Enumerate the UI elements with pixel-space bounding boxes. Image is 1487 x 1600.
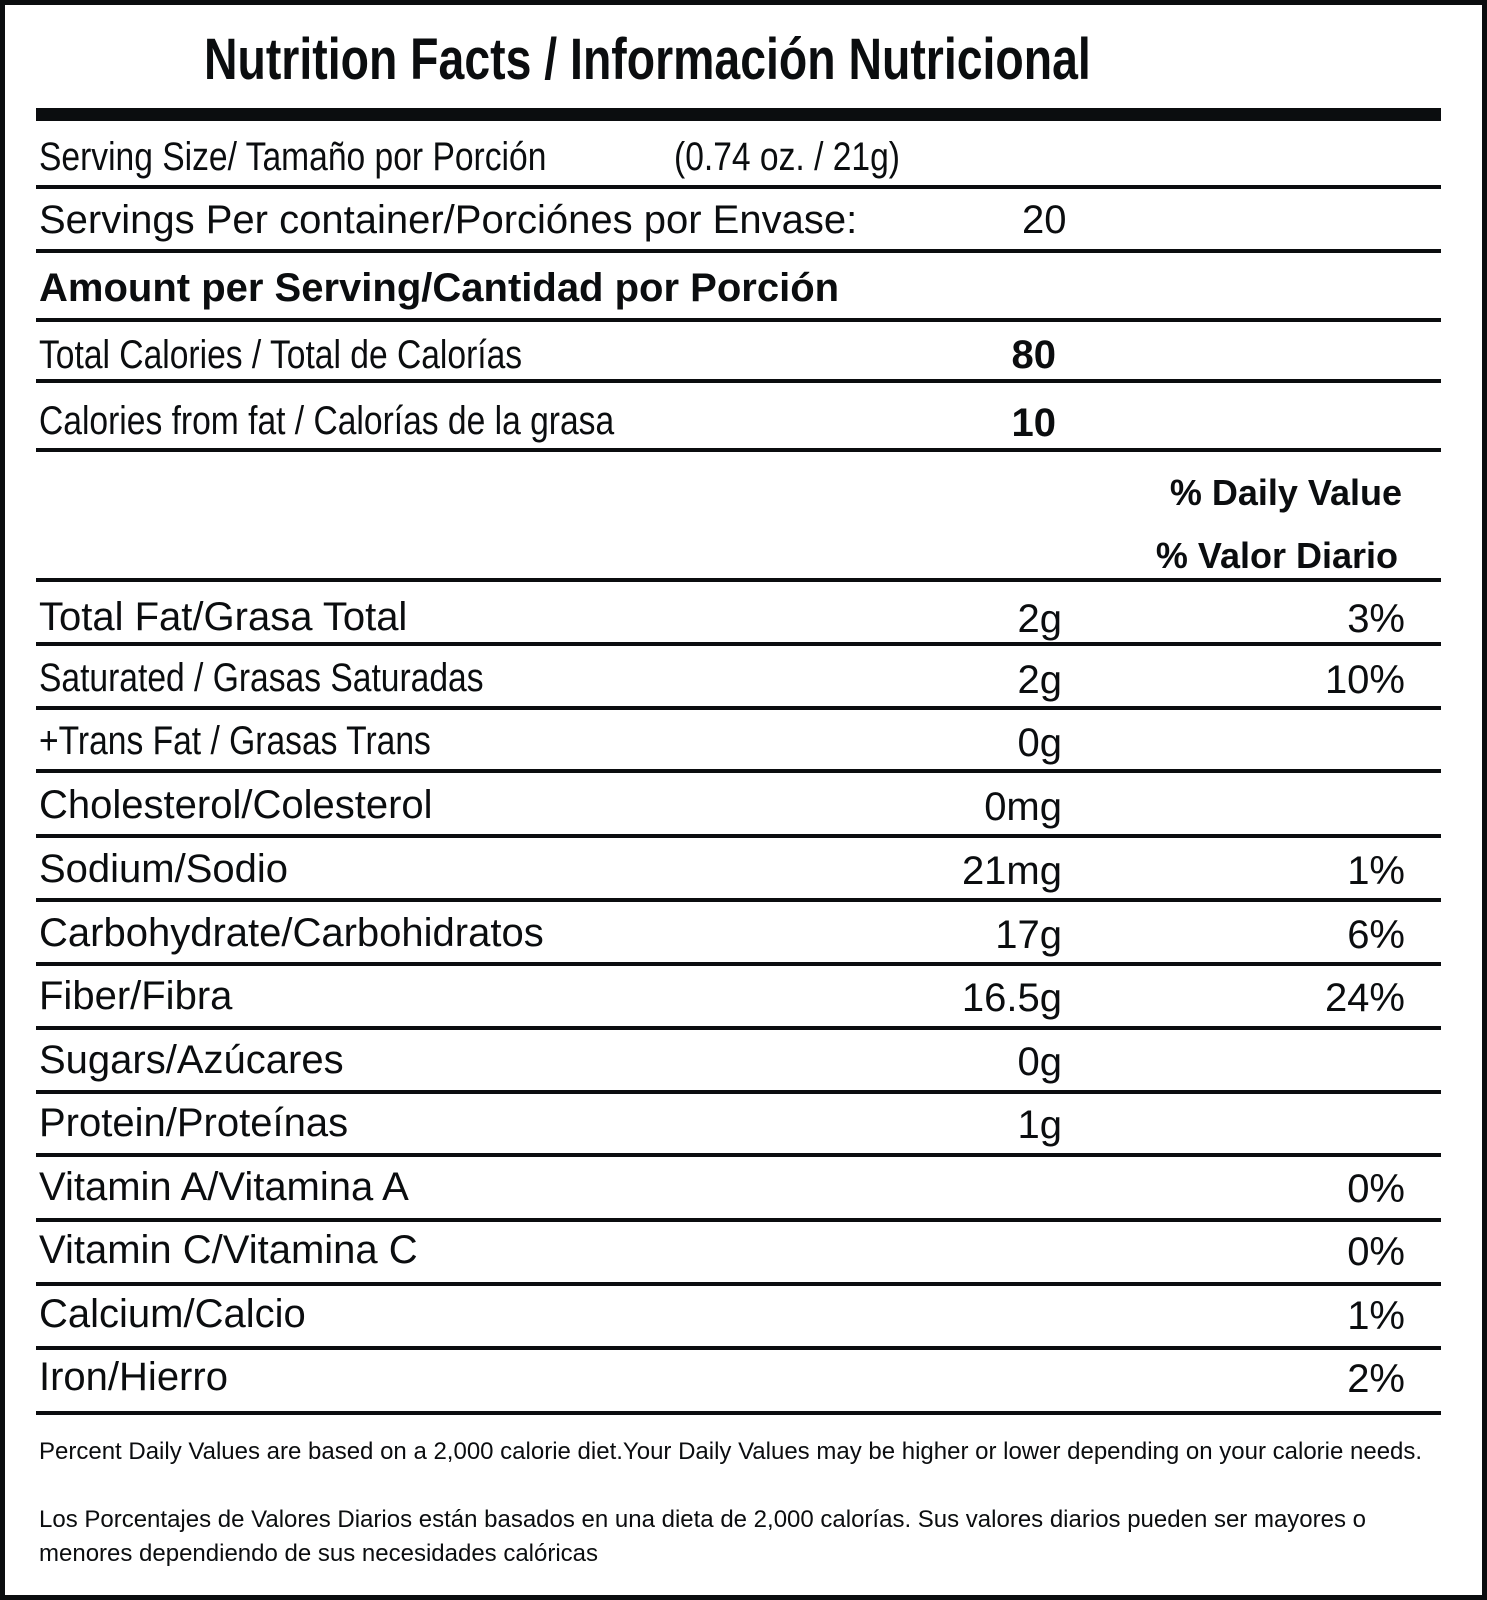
- divider: [36, 379, 1441, 383]
- nutrient-label: Sodium/Sodio: [39, 847, 289, 891]
- nutrient-amount: 0mg: [984, 785, 1062, 829]
- nutrient-daily-value: 0%: [1347, 1167, 1405, 1211]
- nutrient-daily-value: 24%: [1324, 976, 1405, 1020]
- nutrient-label: Protein/Proteínas: [39, 1101, 349, 1145]
- thick-divider: [36, 108, 1441, 121]
- serving-size-value: (0.74 oz. / 21g): [674, 135, 900, 179]
- divider: [36, 185, 1441, 189]
- nutrient-label: Saturated / Grasas Saturadas: [39, 656, 484, 700]
- divider: [36, 1090, 1441, 1094]
- divider: [36, 834, 1441, 838]
- divider: [36, 1346, 1441, 1350]
- nutrient-label: Vitamin A/Vitamina A: [39, 1165, 409, 1209]
- servings-per-container-value: 20: [1022, 198, 1067, 242]
- footnote-en: Percent Daily Values are based on a 2,000 calorie diet.Your Daily Values may be higher or lower depending on your calorie needs.: [39, 1438, 1423, 1465]
- divider: [36, 1218, 1441, 1222]
- divider: [36, 962, 1441, 966]
- nutrient-label: Vitamin C/Vitamina C: [39, 1228, 418, 1272]
- daily-value-header-es: % Valor Diario: [1155, 535, 1398, 576]
- nutrient-label: +Trans Fat / Grasas Trans: [39, 719, 431, 763]
- nutrient-daily-value: 10%: [1324, 658, 1405, 702]
- daily-value-header-en: % Daily Value: [1169, 472, 1402, 513]
- calories-from-fat-value: 10: [1011, 401, 1056, 445]
- divider: [36, 448, 1441, 452]
- divider: [36, 1026, 1441, 1030]
- divider: [36, 578, 1441, 582]
- nutrient-daily-value: 0%: [1347, 1230, 1405, 1274]
- total-calories-label: Total Calories / Total de Calorías: [39, 333, 523, 377]
- nutrient-amount: 2g: [1017, 597, 1062, 641]
- nutrient-amount: 2g: [1017, 658, 1062, 702]
- divider: [36, 769, 1441, 773]
- divider: [36, 642, 1441, 646]
- divider: [36, 898, 1441, 902]
- nutrient-daily-value: 1%: [1347, 1294, 1405, 1338]
- divider: [36, 1282, 1441, 1286]
- nutrient-amount: 21mg: [961, 849, 1062, 893]
- nutrient-label: Carbohydrate/Carbohidratos: [39, 911, 544, 955]
- footnote-es: Los Porcentajes de Valores Diarios están basados en una dieta de 2,000 calorías. Sus valores diarios pueden ser mayores o menores dependiendo de sus necesidades calóricas: [39, 1506, 1367, 1567]
- nutrient-label: Sugars/Azúcares: [39, 1038, 344, 1082]
- nutrient-daily-value: 3%: [1347, 597, 1405, 641]
- nutrient-daily-value: 6%: [1347, 913, 1405, 957]
- nutrient-daily-value: 2%: [1347, 1357, 1405, 1401]
- nutrient-label: Cholesterol/Colesterol: [39, 783, 433, 827]
- nutrient-amount: 0g: [1017, 1040, 1062, 1084]
- servings-per-container-label: Servings Per container/Porciónes por Envase:: [39, 198, 858, 242]
- nutrient-amount: 1g: [1017, 1103, 1062, 1147]
- divider: [36, 706, 1441, 710]
- nutrient-daily-value: 1%: [1347, 849, 1405, 893]
- total-calories-value: 80: [1011, 333, 1056, 377]
- calories-from-fat-label: Calories from fat / Calorías de la grasa: [39, 399, 615, 443]
- nutrient-label: Fiber/Fibra: [39, 974, 233, 1018]
- nutrient-label: Iron/Hierro: [39, 1355, 228, 1399]
- nutrient-label: Total Fat/Grasa Total: [39, 595, 408, 639]
- divider: [36, 1411, 1441, 1415]
- nutrient-amount: 17g: [995, 913, 1062, 957]
- divider: [36, 249, 1441, 253]
- nutrient-amount: 16.5g: [961, 976, 1062, 1020]
- serving-size-label: Serving Size/ Tamaño por Porción: [39, 135, 547, 179]
- nutrient-amount: 0g: [1017, 721, 1062, 765]
- label-title: Nutrition Facts / Información Nutricional: [204, 27, 1091, 92]
- divider: [36, 1153, 1441, 1157]
- divider: [36, 318, 1441, 322]
- amount-per-serving-heading: Amount per Serving/Cantidad por Porción: [39, 266, 840, 310]
- nutrient-label: Calcium/Calcio: [39, 1292, 306, 1336]
